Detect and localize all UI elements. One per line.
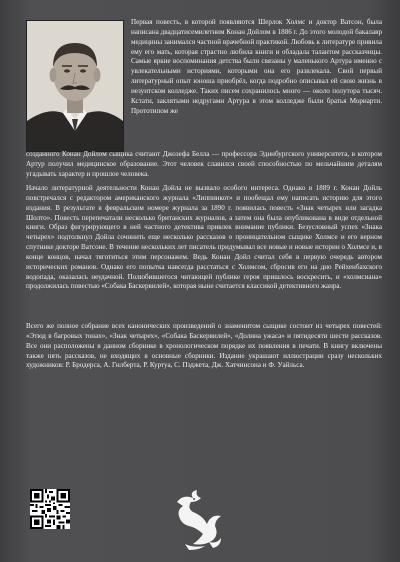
intro-paragraph-continuation: созданного Конан Дойлом сыщика считают Джозефа Белла — профессора Эдинбургского университета, в котором Артур получил медицинское образование. Этот человек славился своей способностью по мельчайшим деталям угадывать характер и прошлое человека. — [26, 150, 382, 178]
dragon-icon — [163, 484, 233, 554]
qr-code[interactable] — [30, 489, 70, 529]
collection-paragraph: Всего же полное собрание всех канонических произведений о знаменитом сыщике состоит из четырех повестей: «Этюд в багровых тонах», «Знак четырех», «Собака Баскервилей», «Долина ужаса» и пятидесяти шести рассказов. Все они расположены в данном сборнике в хронологическом порядке их появления в печати. В книгу включены также пять рассказов, не входящих в основные сборники. Издание украшают иллюстрации сразу нескольких художников: Р. Бродерса, А. Гилберта, Р. Куртуа, С. Пэджета, Дж. Хатчинсона и Ф. Уайльса. — [26, 322, 382, 370]
qr-code-pattern — [30, 489, 70, 529]
author-portrait — [26, 20, 124, 152]
career-paragraph: Начало литературной деятельности Конан Дойла не вызвало особого интереса. Однако в 1889 г. Конан Дойль повстречался с редактором американского журнала «Липпинкот» и пообещал ему написать историю для этого издания. В результате в февральском номере журнала за 1890 г. появилась повесть «Знак четырех или загадка Шолто». Повесть перепечатали несколько британских журналов, а затем она была опубликована в виде отдельной книги. Образ фигурирующего в ней частного детектива привлек внимание публики. Безусловный успех «Знака четырех» подтолкнул Дойла сочинить еще несколько рассказов о проницательном сыщике Холмсе и его верном спутнике докторе Ватсоне. В течение нескольких лет писатель придумывал все новые и новые истории о Холмсе и, в конце концов, начал тяготиться этим персонажем. Ведь Конан Дойл считал себя в первую очередь автором исторических романов. Однако его попытка навсегда расстаться с Холмсом, сбросив его на дно Рейхенбахского водопада, оказалась неудачной. Полюбившегося читающей публике героя пришлось воскресить, и «холмсиана» продолжилась повестью «Собака Баскервилей», которая ныне считается классикой детективного жанра. — [26, 184, 382, 291]
portrait-drawing — [27, 21, 123, 151]
publisher-logo — [163, 484, 233, 554]
intro-paragraph: Первая повесть, в которой появляются Шерлок Холмс и доктор Ватсон, была написана двадцатисемилетним Конан Дойлом в 1886 г. До этого молодой бакалавр медицины занимался частной врачебной практикой. Любовь к литературе привила ему его мать, которая страстно любила книги и обладала талантом рассказчицы. Самые яркие воспоминания детства были связаны у маленького Артура именно с увлекательными историями, которыми она его развлекала. Свой первый литературный опыт юноша приобрёл, когда подробно описывал ей свою жизнь в иезуитском колледже. Таких писем сохранилось много — около полутора тысяч. Кстати, заклятыми недругами Артура в этом колледже были братья Мориарти. Прототипом же — [131, 18, 382, 115]
